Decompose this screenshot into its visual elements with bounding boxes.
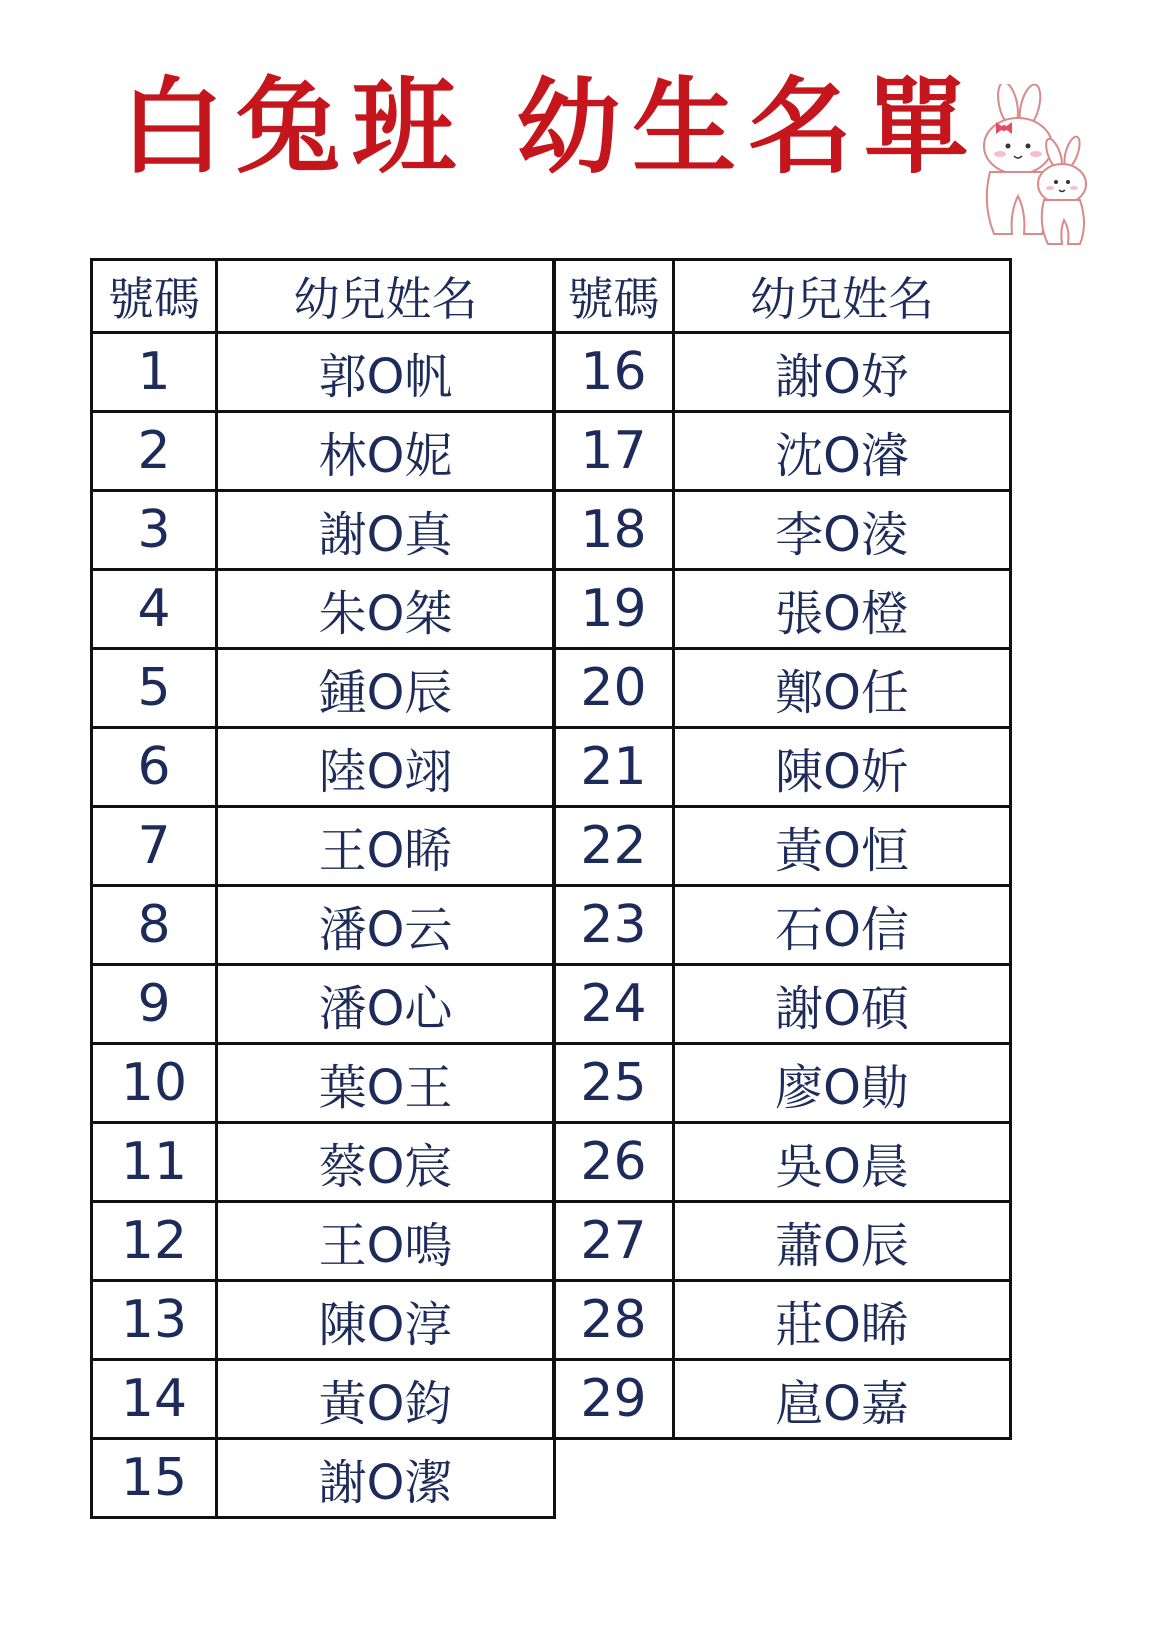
- page-title: 白兔班 幼生名單: [120, 66, 981, 188]
- student-number: 26: [554, 1123, 674, 1202]
- student-number: 6: [92, 728, 217, 807]
- table-header-row: [92, 260, 555, 333]
- table-row: [92, 1360, 555, 1439]
- header-number: 號碼: [554, 260, 674, 333]
- student-number: 22: [554, 807, 674, 886]
- student-number: 15: [92, 1439, 217, 1518]
- student-name: 陳O淳: [217, 1281, 555, 1360]
- student-number: 25: [554, 1044, 674, 1123]
- table-row: [554, 1202, 1011, 1281]
- student-number: 9: [92, 965, 217, 1044]
- table-row: [92, 807, 555, 886]
- student-name: 葉O王: [217, 1044, 555, 1123]
- student-name: 王O鳴: [217, 1202, 555, 1281]
- table-row: [554, 1281, 1011, 1360]
- table-row: [92, 965, 555, 1044]
- table-row: [92, 1439, 555, 1518]
- student-name: 張O橙: [674, 570, 1011, 649]
- header-number: 號碼: [92, 260, 217, 333]
- student-name: 郭O帆: [217, 333, 555, 412]
- table-row: [554, 649, 1011, 728]
- table-row: [92, 412, 555, 491]
- student-number: 12: [92, 1202, 217, 1281]
- student-name: 蕭O辰: [674, 1202, 1011, 1281]
- table-row: [92, 649, 555, 728]
- header-name: 幼兒姓名: [217, 260, 555, 333]
- student-number: 1: [92, 333, 217, 412]
- student-name: 扈O嘉: [674, 1360, 1011, 1439]
- table-row: [554, 333, 1011, 412]
- student-number: 8: [92, 886, 217, 965]
- student-name: 朱O桀: [217, 570, 555, 649]
- table-row: [92, 1123, 555, 1202]
- table-row: [92, 886, 555, 965]
- student-name: 林O妮: [217, 412, 555, 491]
- table-row: [554, 807, 1011, 886]
- student-name: 莊O睎: [674, 1281, 1011, 1360]
- student-number: 17: [554, 412, 674, 491]
- student-number: 20: [554, 649, 674, 728]
- student-name: 謝O妤: [674, 333, 1011, 412]
- table-row: [554, 412, 1011, 491]
- bunny-pair-icon: [968, 84, 1118, 254]
- roster-table-left: [90, 258, 556, 1519]
- table-row: [554, 491, 1011, 570]
- student-number: 19: [554, 570, 674, 649]
- student-number: 2: [92, 412, 217, 491]
- student-number: 29: [554, 1360, 674, 1439]
- student-number: 27: [554, 1202, 674, 1281]
- student-number: 24: [554, 965, 674, 1044]
- student-number: 14: [92, 1360, 217, 1439]
- student-name: 蔡O宸: [217, 1123, 555, 1202]
- student-name: 陳O妡: [674, 728, 1011, 807]
- table-row: [554, 1123, 1011, 1202]
- student-number: 18: [554, 491, 674, 570]
- table-row: [554, 728, 1011, 807]
- student-name: 謝O潔: [217, 1439, 555, 1518]
- student-name: 王O睎: [217, 807, 555, 886]
- student-name: 李O淩: [674, 491, 1011, 570]
- table-row: [92, 491, 555, 570]
- table-header-row: [554, 260, 1011, 333]
- roster-table-right: [552, 258, 1012, 1440]
- student-number: 28: [554, 1281, 674, 1360]
- table-row: [92, 1202, 555, 1281]
- student-name: 吳O晨: [674, 1123, 1011, 1202]
- table-row: [92, 1281, 555, 1360]
- student-name: 謝O真: [217, 491, 555, 570]
- student-number: 23: [554, 886, 674, 965]
- table-row: [92, 333, 555, 412]
- student-number: 7: [92, 807, 217, 886]
- student-number: 4: [92, 570, 217, 649]
- table-row: [554, 965, 1011, 1044]
- student-name: 潘O云: [217, 886, 555, 965]
- table-row: [92, 1044, 555, 1123]
- student-name: 黃O恒: [674, 807, 1011, 886]
- table-row: [92, 570, 555, 649]
- student-name: 陸O翊: [217, 728, 555, 807]
- student-number: 16: [554, 333, 674, 412]
- student-name: 鄭O任: [674, 649, 1011, 728]
- header-name: 幼兒姓名: [674, 260, 1011, 333]
- student-number: 3: [92, 491, 217, 570]
- table-row: [554, 1044, 1011, 1123]
- student-name: 謝O碩: [674, 965, 1011, 1044]
- student-number: 10: [92, 1044, 217, 1123]
- student-name: 沈O濬: [674, 412, 1011, 491]
- table-row: [554, 1360, 1011, 1439]
- student-number: 21: [554, 728, 674, 807]
- student-name: 石O信: [674, 886, 1011, 965]
- student-name: 廖O勛: [674, 1044, 1011, 1123]
- student-number: 13: [92, 1281, 217, 1360]
- table-row: [92, 728, 555, 807]
- student-number: 5: [92, 649, 217, 728]
- table-row: [554, 886, 1011, 965]
- student-name: 潘O心: [217, 965, 555, 1044]
- student-name: 黃O鈞: [217, 1360, 555, 1439]
- student-name: 鍾O辰: [217, 649, 555, 728]
- table-row: [554, 570, 1011, 649]
- student-number: 11: [92, 1123, 217, 1202]
